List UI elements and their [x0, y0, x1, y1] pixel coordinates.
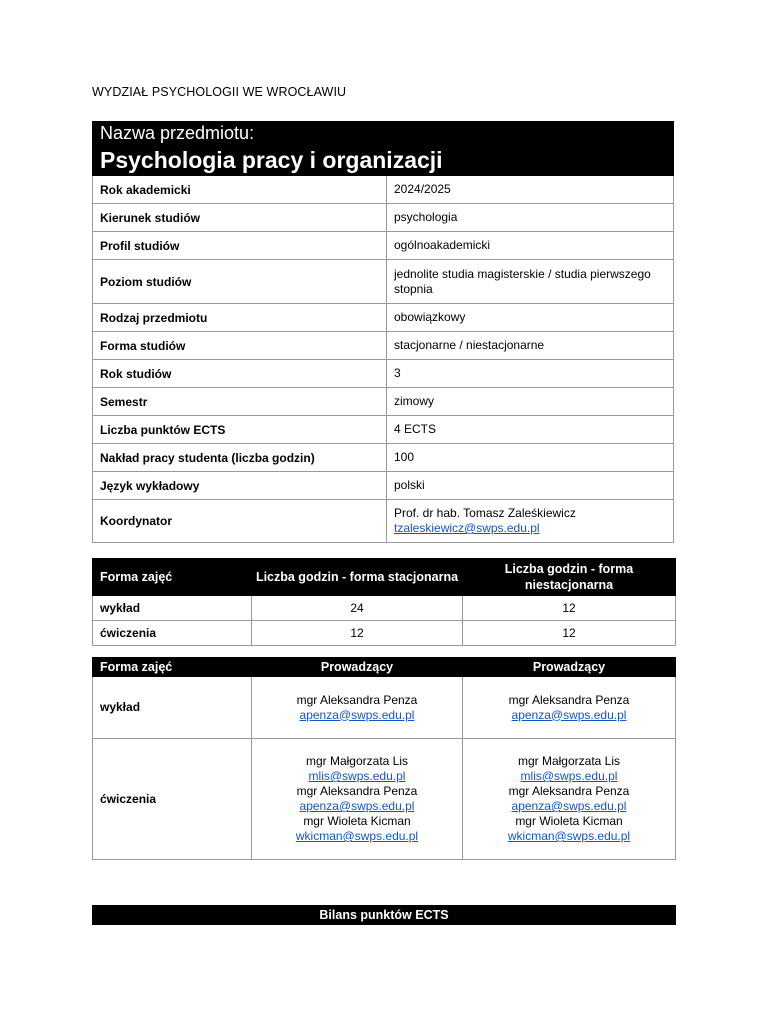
table-row	[93, 677, 676, 739]
teachers-cell	[463, 739, 676, 860]
hours-form: ćwiczenia	[93, 621, 252, 646]
row-key: Profil studiów	[93, 232, 387, 260]
hours-stac: 12	[252, 621, 463, 646]
row-value: 2024/2025	[387, 176, 674, 204]
row-key: Kierunek studiów	[93, 204, 387, 232]
ects-balance-table	[92, 905, 676, 925]
row-value: ogólnoakademicki	[387, 232, 674, 260]
table-row	[93, 596, 676, 621]
row-value: stacjonarne / niestacjonarne	[387, 332, 674, 360]
row-value: jednolite studia magisterskie / studia pierwszego stopnia	[387, 260, 674, 304]
teachers-form: ćwiczenia	[93, 739, 252, 860]
row-key: Poziom studiów	[93, 260, 387, 304]
hours-table	[92, 558, 676, 646]
teachers-header-col2: Prowadzący	[463, 658, 676, 677]
row-key: Nakład pracy studenta (liczba godzin)	[93, 444, 387, 472]
hours-header-niestac: Liczba godzin - forma niestacjonarna	[463, 559, 676, 596]
teachers-table	[92, 657, 676, 860]
teachers-cell	[463, 677, 676, 739]
row-value: zimowy	[387, 388, 674, 416]
row-value: 4 ECTS	[387, 416, 674, 444]
row-value: psychologia	[387, 204, 674, 232]
teacher-name: mgr Małgorzata Lis	[517, 754, 621, 768]
teacher-email-link[interactable]: apenza@swps.edu.pl	[511, 707, 627, 722]
row-key: Rok studiów	[93, 360, 387, 388]
teachers-cell	[252, 677, 463, 739]
hours-niestac: 12	[463, 596, 676, 621]
teacher-name: mgr Aleksandra Penza	[508, 692, 630, 707]
teacher-email-link[interactable]: apenza@swps.edu.pl	[299, 799, 415, 813]
hours-form: wykład	[93, 596, 252, 621]
teacher-email-link[interactable]: mlis@swps.edu.pl	[520, 769, 618, 783]
row-key: Rodzaj przedmiotu	[93, 304, 387, 332]
teachers-header-col1: Prowadzący	[252, 658, 463, 677]
teacher-email-link[interactable]: wkicman@swps.edu.pl	[507, 829, 631, 843]
row-key: Semestr	[93, 388, 387, 416]
table-row	[93, 739, 676, 860]
teacher-name: mgr Wioleta Kicman	[303, 814, 411, 828]
teachers-header-form: Forma zajęć	[93, 658, 252, 677]
row-value: obowiązkowy	[387, 304, 674, 332]
course-info-table	[92, 121, 674, 543]
teacher-name: mgr Małgorzata Lis	[305, 754, 409, 768]
coordinator-value	[387, 500, 674, 543]
row-value: 100	[387, 444, 674, 472]
course-name-label: Nazwa przedmiotu:	[93, 122, 674, 145]
table-row	[93, 621, 676, 646]
teacher-name: mgr Aleksandra Penza	[296, 692, 418, 707]
row-value: polski	[387, 472, 674, 500]
hours-stac: 24	[252, 596, 463, 621]
coordinator-email-link[interactable]: tzaleskiewicz@swps.edu.pl	[394, 521, 540, 535]
teacher-email-link[interactable]: apenza@swps.edu.pl	[511, 799, 627, 813]
row-key: Forma studiów	[93, 332, 387, 360]
row-key: Rok akademicki	[93, 176, 387, 204]
hours-header-form: Forma zajęć	[93, 559, 252, 596]
teachers-form: wykład	[93, 677, 252, 739]
coordinator-name: Prof. dr hab. Tomasz Zaleśkiewicz	[394, 506, 576, 520]
hours-header-stac: Liczba godzin - forma stacjonarna	[252, 559, 463, 596]
teacher-email-link[interactable]: wkicman@swps.edu.pl	[295, 829, 419, 843]
teachers-cell	[252, 739, 463, 860]
teacher-name: mgr Wioleta Kicman	[515, 814, 623, 828]
teacher-email-link[interactable]: mlis@swps.edu.pl	[308, 769, 406, 783]
faculty-header: WYDZIAŁ PSYCHOLOGII WE WROCŁAWIU	[92, 85, 347, 99]
ects-balance-title: Bilans punktów ECTS	[93, 906, 676, 925]
course-name: Psychologia pracy i organizacji	[93, 145, 674, 176]
row-key: Język wykładowy	[93, 472, 387, 500]
hours-niestac: 12	[463, 621, 676, 646]
teacher-email-link[interactable]: apenza@swps.edu.pl	[299, 707, 415, 722]
teacher-name: mgr Aleksandra Penza	[508, 784, 630, 798]
teacher-name: mgr Aleksandra Penza	[296, 784, 418, 798]
row-key: Liczba punktów ECTS	[93, 416, 387, 444]
coordinator-key: Koordynator	[93, 500, 387, 543]
row-value: 3	[387, 360, 674, 388]
